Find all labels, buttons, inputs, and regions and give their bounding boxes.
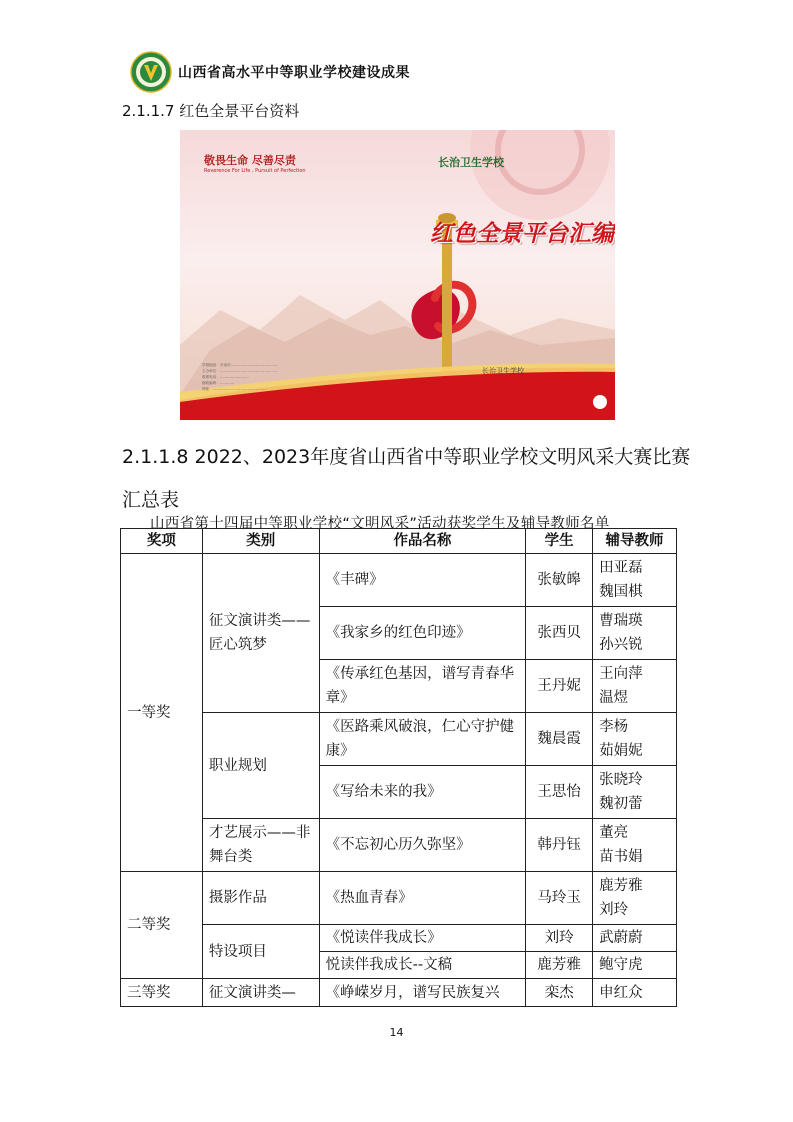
cover-fine-line: 网址：………………………………………: [202, 387, 267, 391]
category-cell: 征文演讲类——匠心筑梦: [202, 554, 319, 713]
student-cell: 王思怡: [526, 766, 593, 819]
student-cell: 张敏皞: [526, 554, 593, 607]
section-heading-2-1-1-8: [122, 436, 692, 522]
cover-fine-line: 学校地址：长治市…………………………………: [202, 363, 278, 367]
category-cell: 摄影作品: [202, 872, 319, 925]
student-cell: 张西贝: [526, 607, 593, 660]
cover-image: [180, 130, 615, 420]
student-cell: 栾杰: [526, 979, 593, 1007]
category-cell: 特设项目: [202, 925, 319, 979]
student-cell: 马玲玉: [526, 872, 593, 925]
table-row: [121, 819, 677, 872]
student-cell: 魏晨霞: [526, 713, 593, 766]
teacher-cell: 王向萍 温煜: [593, 660, 677, 713]
table-row: [121, 554, 677, 607]
section-heading-line: 汇总表: [122, 489, 180, 511]
cover-fine-line: 联系电话：……………………: [202, 375, 249, 379]
column-header-category: 类别: [202, 529, 319, 554]
cover-motto: 敬畏生命 尽善尽责: [204, 154, 296, 167]
teacher-cell: 曹瑞瑛 孙兴锐: [593, 607, 677, 660]
cover-title: 红色全景平台汇编: [430, 221, 614, 247]
cover-school-name-top: 长治卫生学校: [438, 156, 504, 169]
student-cell: 鹿芳雅: [526, 952, 593, 979]
work-cell: 悦读伴我成长--文稿: [319, 952, 526, 979]
cover-fine-line: 邮政编码：…………: [202, 381, 235, 385]
column-header-student: 学生: [526, 529, 593, 554]
award-cell: 二等奖: [121, 872, 203, 979]
teacher-cell: 申红众: [593, 979, 677, 1007]
work-cell: 《写给未来的我》: [319, 766, 526, 819]
category-cell: 职业规划: [202, 713, 319, 819]
work-cell: 《悦读伴我成长》: [319, 925, 526, 952]
teacher-cell: 李杨 茹娟妮: [593, 713, 677, 766]
category-cell: 才艺展示——非舞台类: [202, 819, 319, 872]
work-cell: 《传承红色基因，谱写青春华章》: [319, 660, 526, 713]
student-cell: 韩丹钰: [526, 819, 593, 872]
category-cell: 征文演讲类—: [202, 979, 319, 1007]
table-row: [121, 925, 677, 952]
cover-fine-print: [202, 362, 362, 392]
header-title: 山西省高水平中等职业学校建设成果: [178, 65, 410, 81]
table-row: [121, 713, 677, 766]
table-caption: 山西省第十四届中等职业学校“文明风采”活动获奖学生及辅导教师名单: [150, 516, 610, 532]
section-heading-line: 2.1.1.8 2022、2023年度省山西省中等职业学校文明风采大赛比赛: [122, 446, 691, 468]
award-cell: 三等奖: [121, 979, 203, 1007]
table-row: [121, 872, 677, 925]
cover-fine-line: 主办单位：…………………………………………: [202, 369, 278, 373]
cover-school-name-bottom: 长治卫生学校: [482, 367, 524, 375]
teacher-cell: 鲍守虎: [593, 952, 677, 979]
award-cell: 一等奖: [121, 554, 203, 872]
work-cell: 《丰碑》: [319, 554, 526, 607]
work-cell: 《热血青春》: [319, 872, 526, 925]
work-cell: 《我家乡的红色印迹》: [319, 607, 526, 660]
table-header-row: [121, 529, 677, 554]
cover-motto-english: Reverence For Life , Pursuit of Perfection: [204, 168, 306, 174]
student-cell: 王丹妮: [526, 660, 593, 713]
school-logo: [130, 51, 172, 93]
teacher-cell: 田亚磊 魏国棋: [593, 554, 677, 607]
teacher-cell: 张晓玲 魏初蕾: [593, 766, 677, 819]
section-heading-2-1-1-7: 2.1.1.7 红色全景平台资料: [122, 102, 300, 120]
student-cell: 刘玲: [526, 925, 593, 952]
column-header-teacher: 辅导教师: [593, 529, 677, 554]
teacher-cell: 武蔚蔚: [593, 925, 677, 952]
work-cell: 《峥嵘岁月，谱写民族复兴: [319, 979, 526, 1007]
awards-table: [120, 528, 677, 1007]
column-header-award: 奖项: [121, 529, 203, 554]
page-number: 14: [389, 1026, 404, 1039]
work-cell: 《医路乘风破浪，仁心守护健康》: [319, 713, 526, 766]
page-header: [130, 48, 410, 96]
work-cell: 《不忘初心历久弥坚》: [319, 819, 526, 872]
teacher-cell: 董亮 苗书娟: [593, 819, 677, 872]
teacher-cell: 鹿芳雅 刘玲: [593, 872, 677, 925]
column-header-work: 作品名称: [319, 529, 526, 554]
table-row: [121, 979, 677, 1007]
